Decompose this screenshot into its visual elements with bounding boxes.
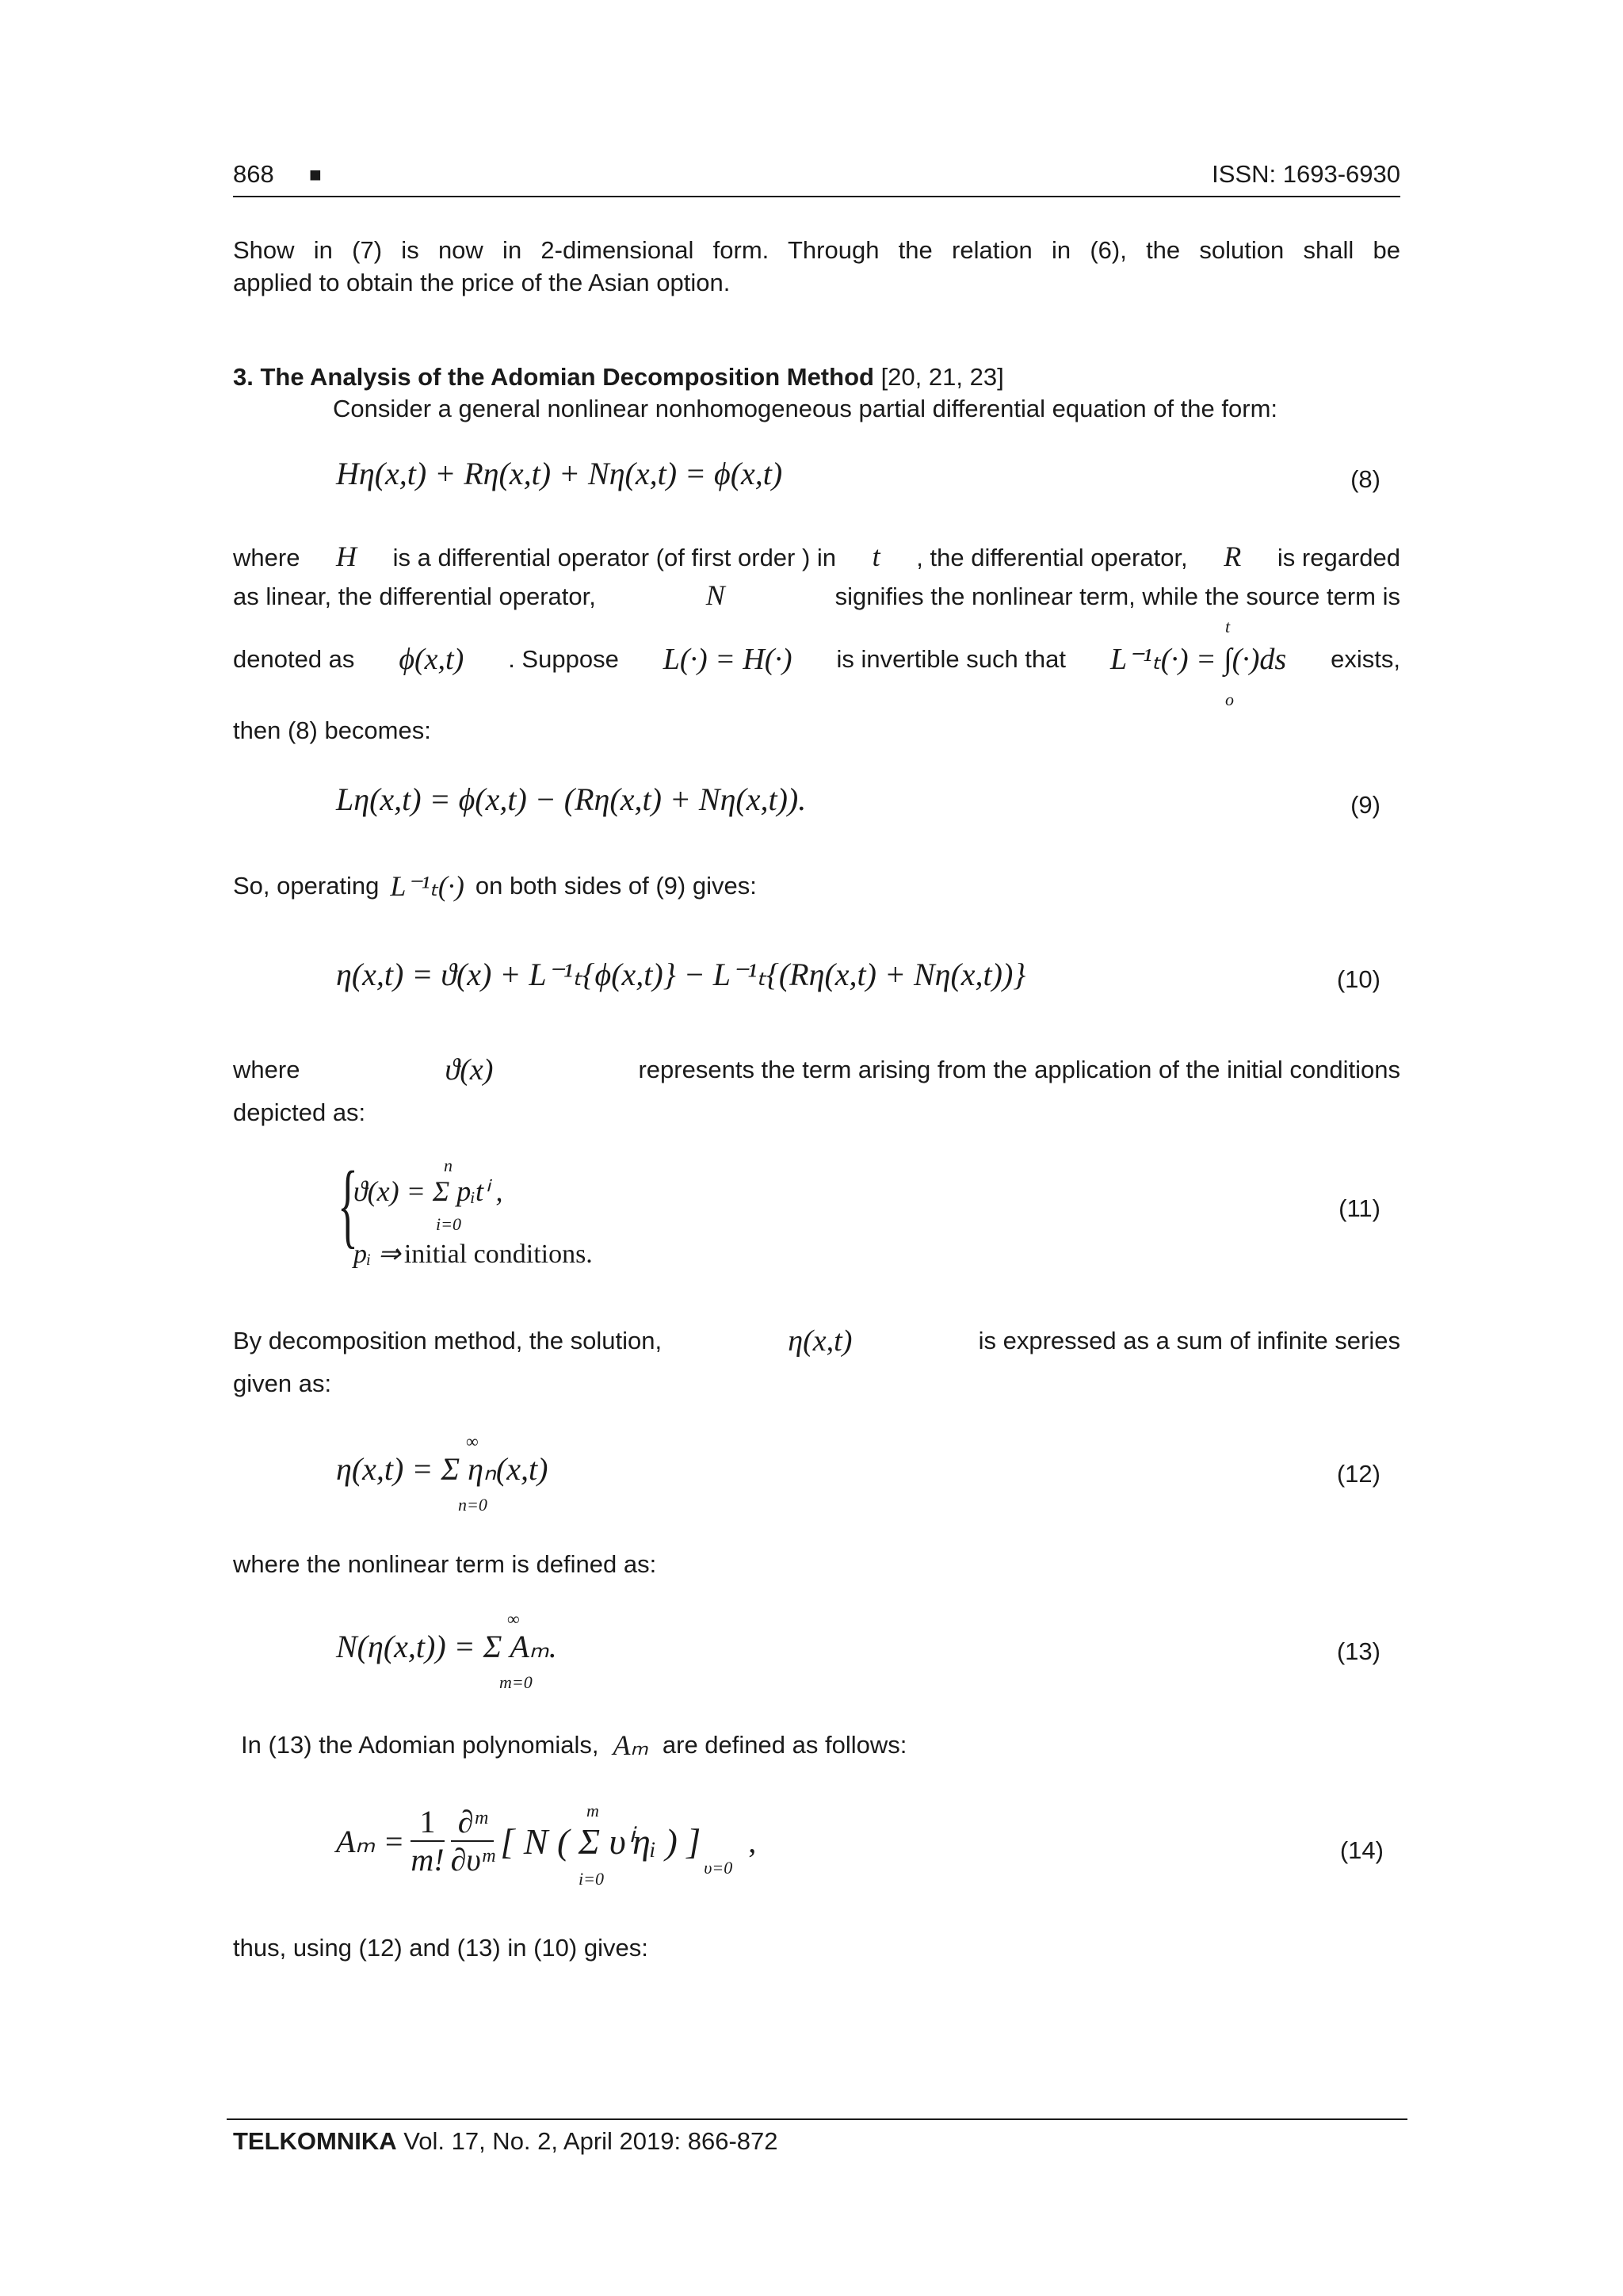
equation-11-line-1: ϑ(x) = Σ pᵢtⁱ , bbox=[353, 1175, 503, 1207]
section-first-line: Consider a general nonlinear nonhomogeneous partial differential equation of the form: bbox=[333, 395, 1278, 422]
equation-10-label: (10) bbox=[1336, 965, 1381, 993]
equation-14-upper-limit: m bbox=[586, 1801, 599, 1820]
initial-term: ϑ(x) bbox=[445, 1053, 494, 1087]
operator-r: R bbox=[1224, 541, 1242, 572]
page-number: 868 bbox=[233, 160, 274, 188]
decomp-text-b: is expressed as a sum of infinite series bbox=[978, 1327, 1400, 1354]
equation-14-body: [ N ( Σ υⁱηᵢ ) ] bbox=[500, 1821, 701, 1862]
nonlinear-line: where the nonlinear term is defined as: bbox=[233, 1550, 657, 1578]
equation-9-label: (9) bbox=[1350, 791, 1381, 819]
left-brace: { bbox=[338, 1152, 358, 1257]
equation-14-label: (14) bbox=[1339, 1836, 1384, 1864]
adomian-line bbox=[241, 1729, 907, 1761]
equation-14-lhs: Aₘ = bbox=[336, 1823, 405, 1859]
equation-9: Lη(x,t) = ϕ(x,t) − (Rη(x,t) + Nη(x,t)). bbox=[336, 781, 807, 817]
where-line-1 bbox=[233, 541, 1400, 574]
equation-12: η(x,t) = Σ ηₙ(x,t) bbox=[336, 1451, 548, 1487]
operator-h: H bbox=[336, 541, 357, 572]
equation-14 bbox=[336, 1804, 756, 1878]
header-rule bbox=[233, 196, 1400, 197]
issn: ISSN: 1693-6930 bbox=[1212, 160, 1400, 188]
integral-upper-limit: t bbox=[1225, 617, 1231, 636]
section-refs: [20, 21, 23] bbox=[880, 363, 1004, 391]
intro-line-2: applied to obtain the price of the Asian option. bbox=[233, 269, 731, 296]
so-operating-line bbox=[233, 870, 757, 902]
equation-11-lower-limit: i=0 bbox=[436, 1214, 461, 1234]
equation-11-text: initial conditions. bbox=[403, 1240, 593, 1269]
equation-8: Hη(x,t) + Rη(x,t) + Nη(x,t) = ϕ(x,t) bbox=[336, 456, 783, 491]
equation-14-numerator: 1 bbox=[411, 1804, 444, 1842]
equation-8-label: (8) bbox=[1350, 465, 1381, 493]
adomian-polynomial: Aₘ bbox=[613, 1729, 648, 1761]
inverse-operator-definition: L⁻¹ₜ(·) = ∫(·)ds bbox=[1109, 643, 1287, 676]
solution-eta: η(x,t) bbox=[788, 1324, 853, 1358]
l-equals-h: L(·) = H(·) bbox=[663, 643, 792, 676]
where2-line-2: depicted as: bbox=[233, 1098, 366, 1126]
journal-volume: Vol. 17, No. 2, April 2019: 866-872 bbox=[403, 2127, 778, 2155]
intro-line-1: Show in (7) is now in 2-dimensional form. Through the relation in (6), the solution shall be bbox=[233, 236, 1400, 264]
equation-14-derivative bbox=[451, 1804, 495, 1878]
equation-14-lower-limit: i=0 bbox=[579, 1869, 604, 1889]
where-3-text-b: . Suppose bbox=[508, 645, 619, 673]
where-1-text-b: is a differential operator (of first order ) in bbox=[392, 544, 837, 571]
where-line-2 bbox=[233, 579, 1400, 613]
equation-14-tail: , bbox=[748, 1823, 757, 1859]
equation-14-derivative-numerator: ∂ᵐ bbox=[451, 1804, 495, 1842]
where2-text-b: represents the term arising from the application of the initial conditions bbox=[638, 1056, 1400, 1083]
adomian-text-b: are defined as follows: bbox=[662, 1731, 907, 1759]
where-3-text-d: exists, bbox=[1331, 645, 1400, 673]
adomian-text-a: In (13) the Adomian polynomials, bbox=[241, 1731, 599, 1759]
equation-14-denominator: m! bbox=[411, 1842, 445, 1878]
equation-14-fraction bbox=[411, 1804, 444, 1878]
equation-10: η(x,t) = ϑ(x) + L⁻¹ₜ{ϕ(x,t)} − L⁻¹ₜ{(Rη(x,t) + Nη(x,t))} bbox=[336, 957, 1026, 992]
where-line-3 bbox=[233, 644, 1400, 675]
where-2-text-a: as linear, the differential operator, bbox=[233, 583, 596, 610]
journal-name: TELKOMNIKA bbox=[233, 2127, 397, 2155]
equation-12-upper-limit: ∞ bbox=[466, 1431, 479, 1451]
equation-11-line-2 bbox=[353, 1238, 593, 1270]
equation-14-evaluation: υ=0 bbox=[704, 1858, 733, 1878]
where-1-text-d: is regarded bbox=[1277, 544, 1400, 571]
header-marker: ■ bbox=[309, 162, 322, 186]
inverse-operator: L⁻¹ₜ(·) bbox=[390, 870, 464, 902]
source-term: ϕ(x,t) bbox=[399, 643, 464, 676]
operator-n: N bbox=[705, 579, 725, 611]
equation-13-label: (13) bbox=[1336, 1637, 1381, 1665]
equation-12-label: (12) bbox=[1336, 1460, 1381, 1488]
equation-11-upper-limit: n bbox=[444, 1156, 453, 1175]
where-line-4: then (8) becomes: bbox=[233, 716, 431, 744]
decomp-line-1 bbox=[233, 1325, 1400, 1357]
equation-13-upper-limit: ∞ bbox=[507, 1609, 520, 1629]
decomp-line-2: given as: bbox=[233, 1370, 332, 1397]
so-operating-text-b: on both sides of (9) gives: bbox=[475, 872, 757, 900]
where-2-text-b: signifies the nonlinear term, while the source term is bbox=[834, 583, 1400, 610]
equation-13-lower-limit: m=0 bbox=[499, 1672, 533, 1692]
where2-line-1 bbox=[233, 1054, 1400, 1086]
equation-13: N(η(x,t)) = Σ Aₘ. bbox=[336, 1629, 557, 1664]
thus-line: thus, using (12) and (13) in (10) gives: bbox=[233, 1934, 648, 1962]
var-t: t bbox=[872, 541, 880, 572]
section-heading bbox=[233, 361, 1004, 393]
footer-rule bbox=[227, 2118, 1407, 2120]
where2-text-a: where bbox=[233, 1056, 300, 1083]
decomp-text-a: By decomposition method, the solution, bbox=[233, 1327, 663, 1354]
where-1-text-a: where bbox=[233, 544, 300, 571]
where-3-text-c: is invertible such that bbox=[836, 645, 1067, 673]
equation-11-label: (11) bbox=[1338, 1194, 1381, 1222]
equation-12-lower-limit: n=0 bbox=[458, 1495, 487, 1515]
where-3-text-a: denoted as bbox=[233, 645, 355, 673]
where-1-text-c: , the differential operator, bbox=[916, 544, 1188, 571]
section-title: 3. The Analysis of the Adomian Decomposition Method bbox=[233, 363, 874, 391]
equation-11-var: pᵢ ⇒ bbox=[353, 1240, 401, 1269]
so-operating-text-a: So, operating bbox=[233, 872, 380, 900]
equation-14-derivative-denominator: ∂υᵐ bbox=[450, 1842, 495, 1878]
footer-citation bbox=[233, 2126, 778, 2157]
integral-lower-limit: o bbox=[1225, 690, 1234, 709]
